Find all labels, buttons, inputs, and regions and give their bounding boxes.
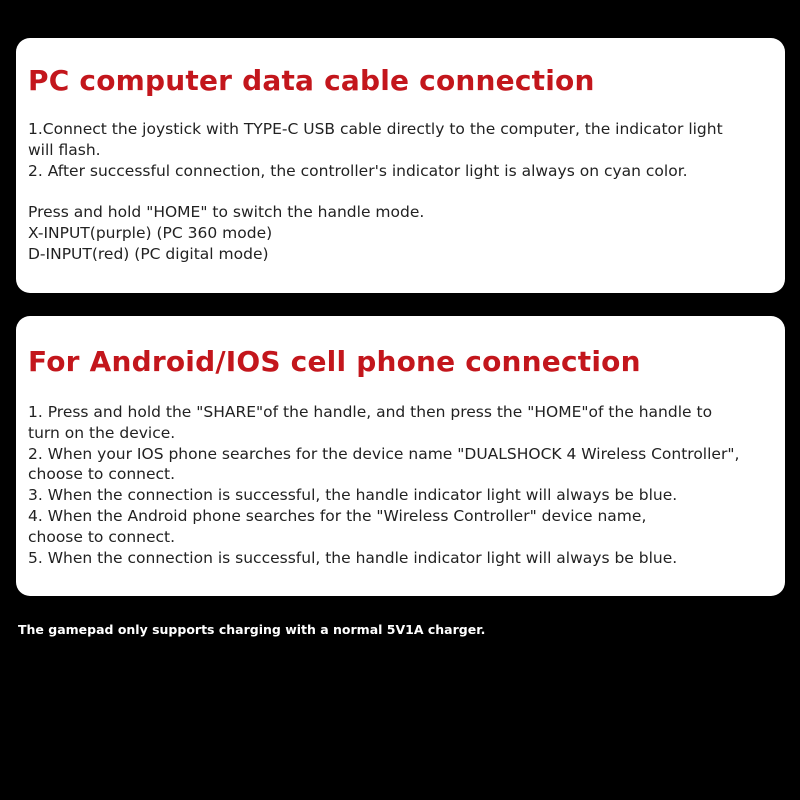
mobile-instruction-line: 1. Press and hold the "SHARE"of the handle, and then press the "HOME"of the handle to (28, 403, 713, 421)
mobile-instruction-line: 5. When the connection is successful, the handle indicator light will always be blue. (28, 548, 678, 567)
mobile-instruction-line: turn on the device. (28, 423, 176, 442)
pc-instruction-line: Press and hold "HOME" to switch the handle mode. (28, 203, 425, 222)
mobile-instruction-line: choose to connect. (28, 527, 176, 546)
pc-instruction-line: X-INPUT(purple) (PC 360 mode) (28, 223, 273, 242)
mobile-connection-card (16, 316, 785, 596)
pc-instruction-line: will flash. (28, 140, 101, 159)
charging-note: The gamepad only supports charging with a normal 5V1A charger. (18, 621, 486, 637)
mobile-instruction-line: 2. When your IOS phone searches for the device name "DUALSHOCK 4 Wireless Controller", (28, 444, 740, 463)
pc-instruction-line: 1.Connect the joystick with TYPE-C USB cable directly to the computer, the indicator light (28, 120, 723, 138)
pc-connection-card (16, 38, 785, 293)
pc-instruction-line: 2. After successful connection, the controller's indicator light is always on cyan color. (28, 161, 688, 180)
mobile-connection-instructions (28, 402, 773, 568)
pc-connection-instructions (28, 119, 773, 265)
pc-instruction-line: D-INPUT(red) (PC digital mode) (28, 244, 269, 263)
pc-connection-title: PC computer data cable connection (28, 64, 595, 97)
mobile-connection-title: For Android/IOS cell phone connection (28, 345, 641, 378)
mobile-instruction-line: choose to connect. (28, 465, 176, 484)
mobile-instruction-line: 4. When the Android phone searches for the "Wireless Controller" device name, (28, 506, 647, 525)
mobile-instruction-line: 3. When the connection is successful, the handle indicator light will always be blue. (28, 486, 678, 505)
pc-instruction-spacer (28, 181, 773, 202)
